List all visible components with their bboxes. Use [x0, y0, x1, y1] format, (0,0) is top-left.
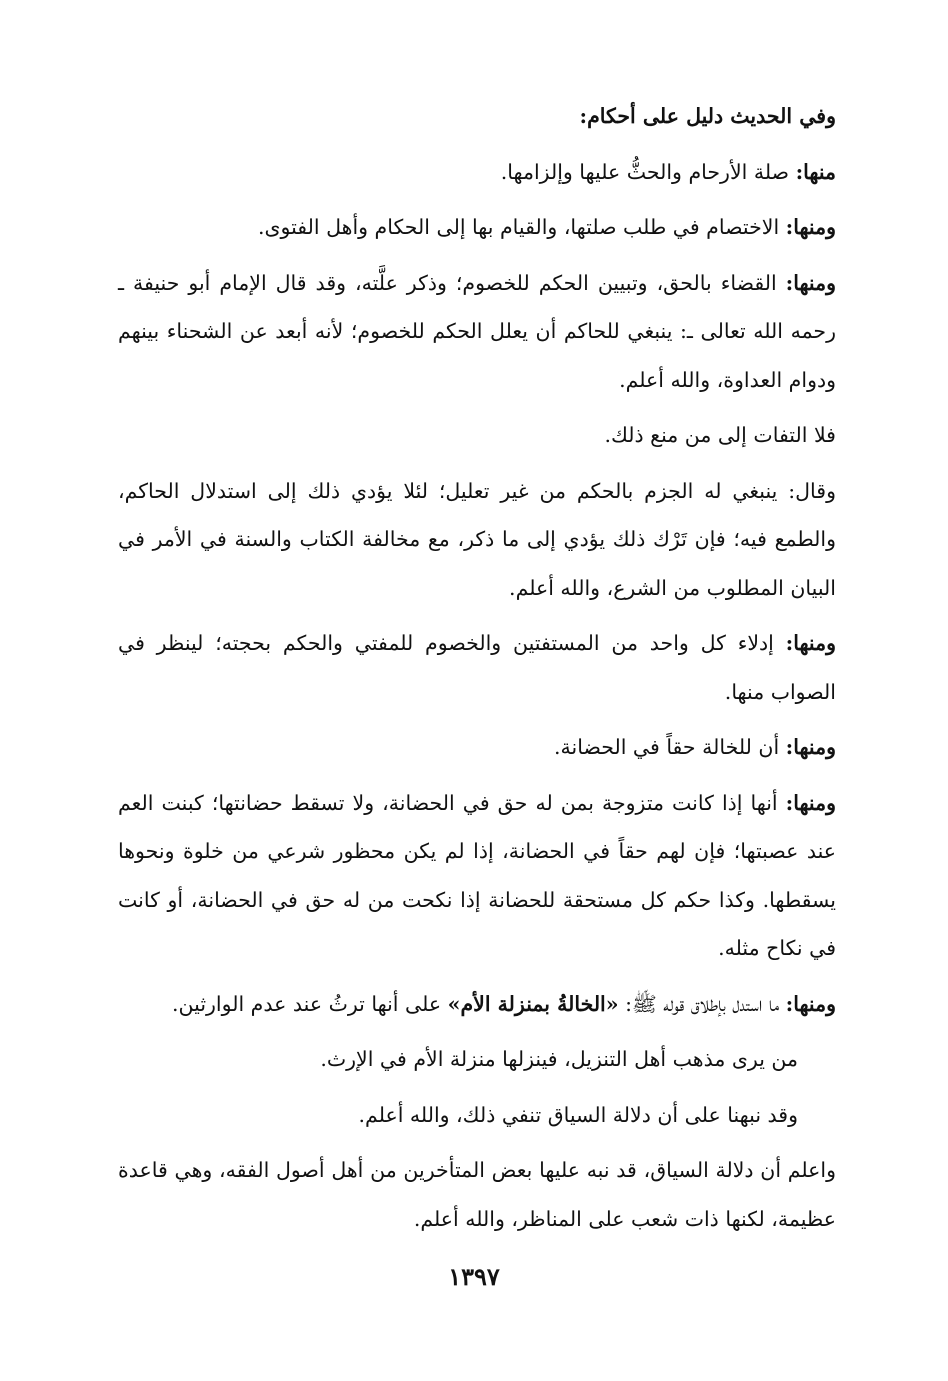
paragraph-text: القضاء بالحق، وتبيين الحكم للخصوم؛ وذكر علَّته، وقد قال الإمام أبو حنيفة ـ رحمه الله تعالى ـ: ينبغي للحاكم أن يعلل الحكم للخصوم؛ لأنه أبعد عن الشحناء بينهم ودوام العداوة، والله أعلم.: [118, 270, 836, 392]
paragraph-lead: ومنها:: [785, 215, 836, 239]
paragraph-text: ما استدل بإطلاق قوله ﷺ:: [618, 991, 786, 1016]
paragraph-lead: ومنها:: [785, 735, 836, 759]
paragraph-6: [118, 619, 836, 716]
paragraph-text: وقال: ينبغي له الجزم بالحكم من غير تعليل؛ لئلا يؤدي ذلك إلى استدلال الحاكم، والطمع فيه؛ فإن تَرْك ذلك يؤدي إلى ما ذكر، مع مخالفة الكتاب والسنة في الأمر في البيان المطلوب من الشرع، والله أعلم.: [118, 478, 836, 600]
paragraph-lead: ومنها:: [785, 631, 836, 655]
paragraph-11: [118, 1091, 836, 1140]
paragraph-lead: ومنها:: [785, 991, 836, 1016]
paragraph-text: أنها إذا كانت متزوجة بمن له حق في الحضانة، ولا تسقط حضانتها؛ كبنت العم عند عصبتها؛ فإن لهم حقاً في الحضانة، إذا لم يكن محظور شرعي من خلوة ونحوها يسقطها. وكذا حكم كل مستحقة للحضانة إذا نكحت من له حق في الحضانة، أو كانت في نكاح مثله.: [118, 790, 836, 960]
paragraph-lead: ومنها:: [785, 270, 836, 295]
paragraph-text: فلا التفات إلى من منع ذلك.: [604, 423, 836, 447]
paragraph-12: [118, 1146, 836, 1243]
paragraph-8: [118, 779, 836, 973]
paragraph-9: [118, 980, 836, 1029]
paragraph-5: [118, 467, 836, 613]
paragraph-4: [118, 411, 836, 460]
paragraph-text: صلة الأرحام والحثُّ عليها وإلزامها.: [500, 159, 796, 184]
paragraph-text: إدلاء كل واحد من المستفتين والخصوم للمفتي والحكم بحجته؛ لينظر في الصواب منها.: [118, 631, 836, 704]
paragraph-lead: منها:: [795, 159, 836, 184]
page-number: ١٣٩٧: [448, 1262, 500, 1291]
paragraph-lead: ومنها:: [785, 790, 836, 815]
paragraph-text: الاختصام في طلب صلتها، والقيام بها إلى الحكام وأهل الفتوى.: [257, 215, 786, 239]
hadith-quote: «الخالةُ بمنزلة الأم»: [447, 991, 619, 1016]
paragraph-1: [118, 148, 836, 197]
paragraph-7: [118, 723, 836, 772]
paragraph-text: وفي الحديث دليل على أحكام:: [579, 104, 836, 128]
intro-heading: [118, 92, 836, 141]
paragraph-text: على أنها ترثُ عند عدم الوارثين.: [172, 991, 448, 1016]
paragraph-text: أن للخالة حقاً في الحضانة.: [553, 735, 786, 759]
paragraph-text: واعلم أن دلالة السياق، قد نبه عليها بعض المتأخرين من أهل أصول الفقه، وهي قاعدة عظيمة، لكنها ذات شعب على المناظر، والله أعلم.: [118, 1158, 836, 1231]
page-body: [118, 92, 836, 1250]
paragraph-2: [118, 203, 836, 252]
paragraph-3: [118, 259, 836, 405]
paragraph-10: [118, 1035, 836, 1084]
paragraph-text: وقد نبهنا على أن دلالة السياق تنفي ذلك، والله أعلم.: [358, 1102, 798, 1127]
paragraph-text: من يرى مذهب أهل التنزيل، فينزلها منزلة الأم في الإرث.: [320, 1047, 798, 1071]
